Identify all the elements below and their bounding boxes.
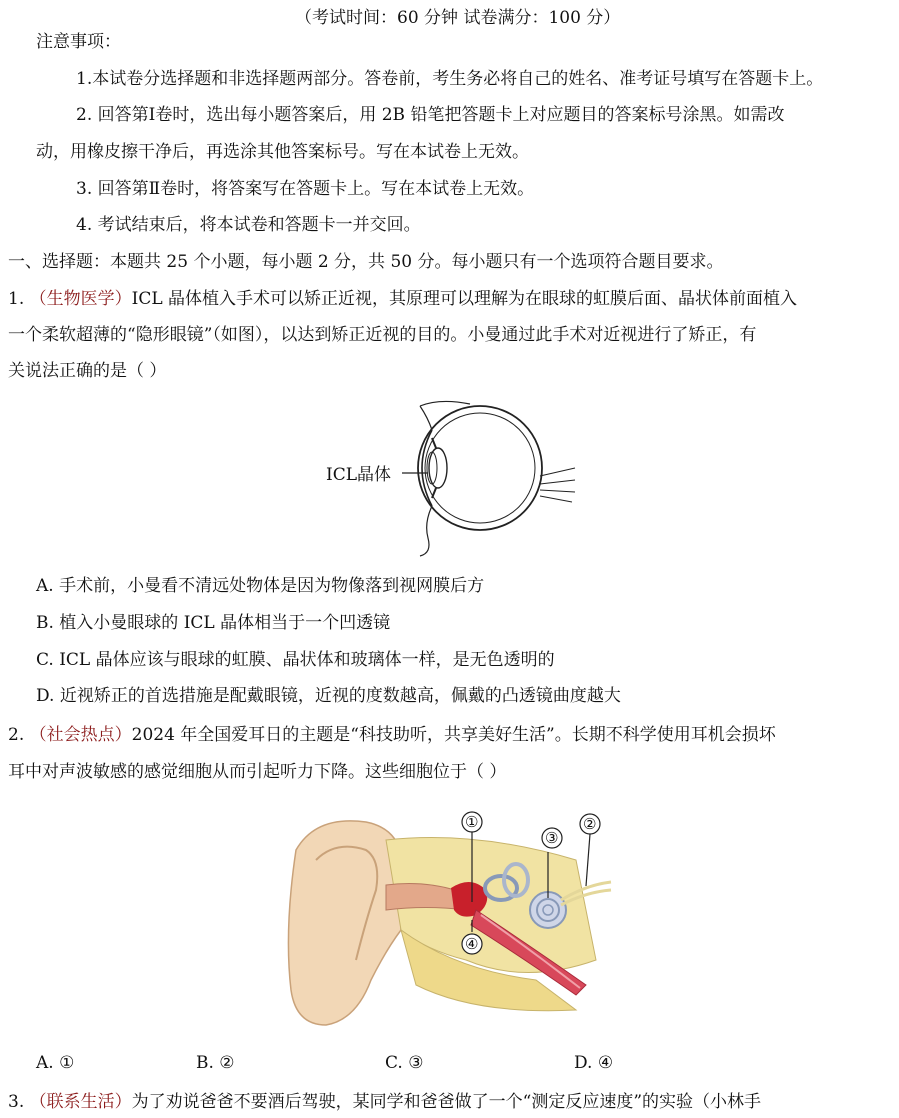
notice-item-1: 1.本试卷分选择题和非选择题两部分。答卷前，考生务必将自己的姓名、准考证号填写在答题卡上。	[76, 69, 824, 89]
q2-option-b: B. ②	[196, 1053, 235, 1073]
section-title: 一、选择题：本题共 25 个小题，每小题 2 分，共 50 分。每小题只有一个选项符合题目要求。	[8, 252, 724, 272]
q3-text: 为了劝说爸爸不要酒后驾驶，某同学和爸爸做了一个“测定反应速度”的实验（小林手	[131, 1092, 762, 1112]
q1-option-b: B. 植入小曼眼球的 ICL 晶体相当于一个凹透镜	[36, 613, 391, 633]
q3-line1	[8, 1090, 761, 1114]
exam-info: （考试时间：60 分钟 试卷满分：100 分）	[295, 8, 621, 28]
eye-diagram	[320, 398, 580, 558]
q2-option-c: C. ③	[385, 1053, 424, 1073]
ear-label-1: ①	[465, 813, 479, 831]
q1-text: ICL 晶体植入手术可以矫正近视，其原理可以理解为在眼球的虹膜后面、晶状体前面植入	[131, 289, 798, 309]
q3-number: 3.	[8, 1092, 25, 1112]
ear-diagram-svg	[276, 810, 616, 1032]
q2-tag: （社会热点）	[29, 725, 132, 745]
q1-line2: 一个柔软超薄的“隐形眼镜”（如图），以达到矫正近视的目的。小曼通过此手术对近视进行了矫正，有	[8, 325, 757, 345]
notice-item-3: 3. 回答第Ⅱ卷时，将答案写在答题卡上。写在本试卷上无效。	[76, 179, 535, 199]
q1-option-d: D. 近视矫正的首选措施是配戴眼镜，近视的度数越高，佩戴的凸透镜曲度越大	[36, 686, 621, 706]
q2-line2: 耳中对声波敏感的感觉细胞从而引起听力下降。这些细胞位于（ ）	[8, 762, 507, 782]
q1-line1	[8, 287, 797, 311]
q3-tag: （联系生活）	[29, 1092, 132, 1112]
q2-option-a: A. ①	[36, 1053, 75, 1073]
q2-line1	[8, 723, 776, 747]
ear-label-2: ②	[583, 815, 597, 833]
notice-title: 注意事项：	[36, 32, 121, 52]
notice-item-2-cont: 动，用橡皮擦干净后，再选涂其他答案标号。写在本试卷上无效。	[36, 142, 529, 162]
icl-label: ICL晶体	[326, 465, 392, 485]
q1-number: 1.	[8, 289, 25, 309]
q1-line3: 关说法正确的是（ ）	[8, 361, 167, 381]
q1-option-c: C. ICL 晶体应该与眼球的虹膜、晶状体和玻璃体一样，是无色透明的	[36, 650, 555, 670]
ear-label-3: ③	[545, 829, 559, 847]
ear-label-4: ④	[465, 935, 479, 953]
q2-text: 2024 年全国爱耳日的主题是“科技助听，共享美好生活”。长期不科学使用耳机会损坏	[131, 725, 776, 745]
q2-option-d: D. ④	[574, 1053, 614, 1073]
q2-number: 2.	[8, 725, 25, 745]
notice-item-2: 2. 回答第Ⅰ卷时，选出每小题答案后，用 2B 铅笔把答题卡上对应题目的答案标号涂黑。如需改	[76, 105, 785, 125]
ear-diagram	[276, 810, 616, 1032]
q1-option-a: A. 手术前，小曼看不清远处物体是因为物像落到视网膜后方	[36, 576, 485, 596]
q1-tag: （生物医学）	[29, 289, 132, 309]
notice-item-4: 4. 考试结束后，将本试卷和答题卡一并交回。	[76, 215, 421, 235]
